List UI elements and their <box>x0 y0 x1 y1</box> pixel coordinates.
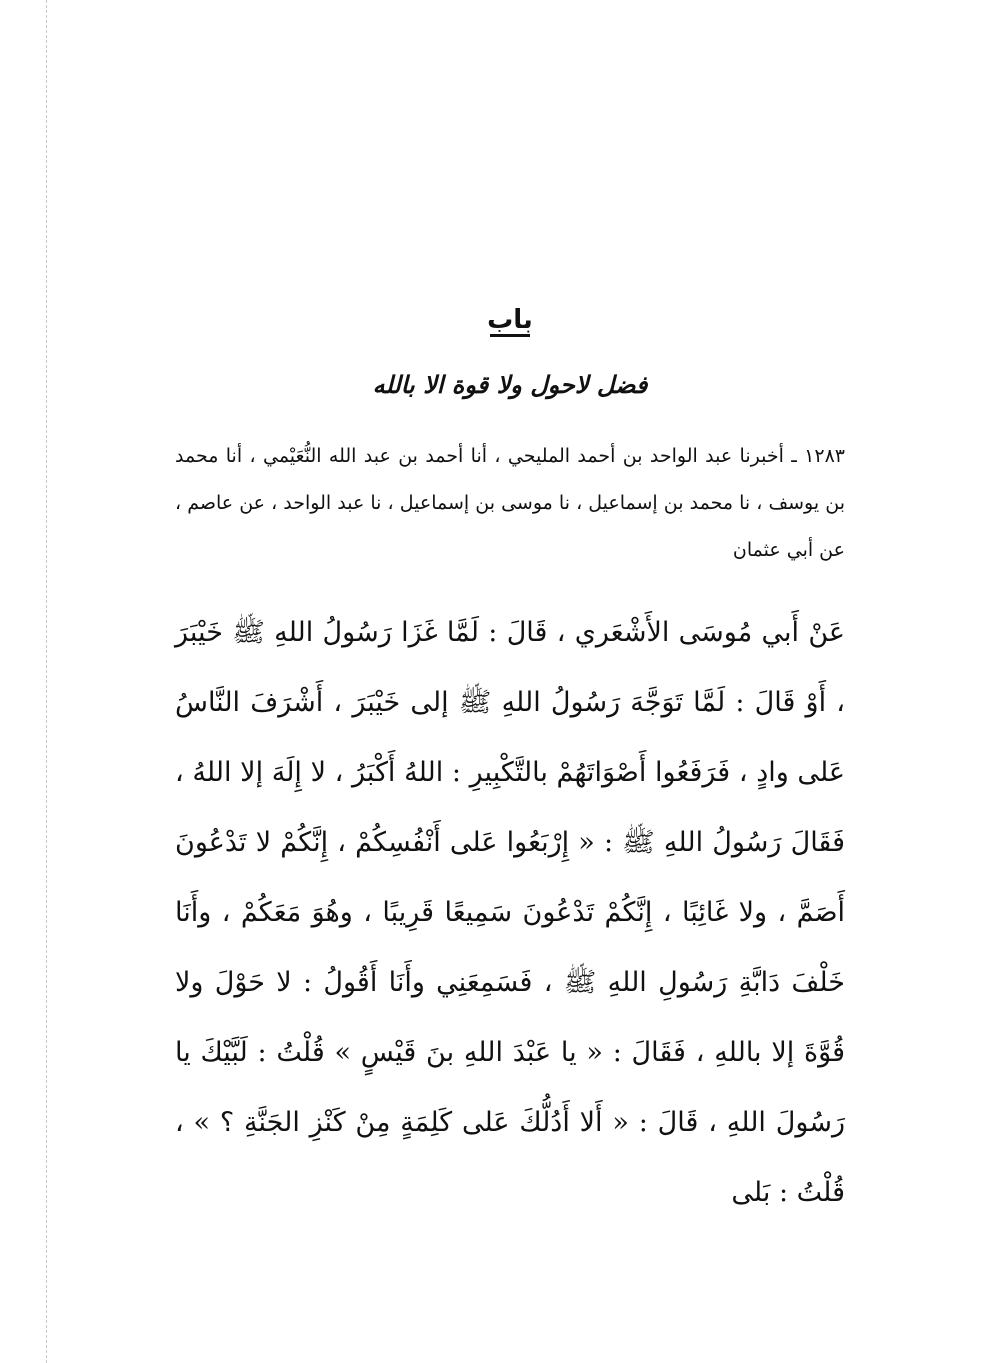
hadith-matn: عَنْ أَبي مُوسَى الأَشْعَري ، قَالَ : لَمَّا غَزَا رَسُولُ اللهِ ﷺ خَيْبَرَ ، أَوْ قَالَ : لَمَّا تَوَجَّهَ رَسُولُ اللهِ ﷺ إلى خَيْبَرَ ، أَشْرَفَ النَّاسُ عَلى وادٍ ، فَرَفَعُوا أَصْوَاتَهُمْ بالتَّكْبِيرِ : اللهُ أَكْبَرُ ، لا إِلَهَ إلا اللهُ ، فَقَالَ رَسُولُ اللهِ ﷺ : « إِرْبَعُوا عَلى أَنْفُسِكُمْ ، إِنَّكُمْ لا تَدْعُونَ أَصَمَّ ، ولا غَائِبًا ، إِنَّكُمْ تَدْعُونَ سَمِيعًا قَرِيبًا ، وهُوَ مَعَكُمْ ، وأَنَا خَلْفَ دَابَّةِ رَسُولِ اللهِ ﷺ ، فَسَمِعَنِي وأَنَا أَقُولُ : لا حَوْلَ ولا قُوَّةَ إلا باللهِ ، فَقَالَ : « يا عَبْدَ اللهِ بنَ قَيْسٍ » قُلْتُ : لَبَّيْكَ يا رَسُولَ اللهِ ، قَالَ : « أَلا أَدُلُّكَ عَلى كَلِمَةٍ مِنْ كَنْزِ الجَنَّةِ ؟ » ، قُلْتُ : بَلى <box>175 617 845 1208</box>
chapter-heading: باب <box>487 305 533 335</box>
hadith-isnad: ١٢٨٣ ـ أخبرنا عبد الواحد بن أحمد المليحي ، أنا أحمد بن عبد الله النُّعَيْمي ، أنا محمد بن يوسف ، نا محمد بن إسماعيل ، نا موسى بن إسماعيل ، نا عبد الواحد ، عن عاصم ، عن أبي عثمان <box>175 445 845 561</box>
chapter-subtitle: فضل لاحول ولا قوة الا بالله <box>372 371 648 399</box>
book-page <box>175 300 845 1228</box>
scan-edge-line <box>46 0 47 1363</box>
